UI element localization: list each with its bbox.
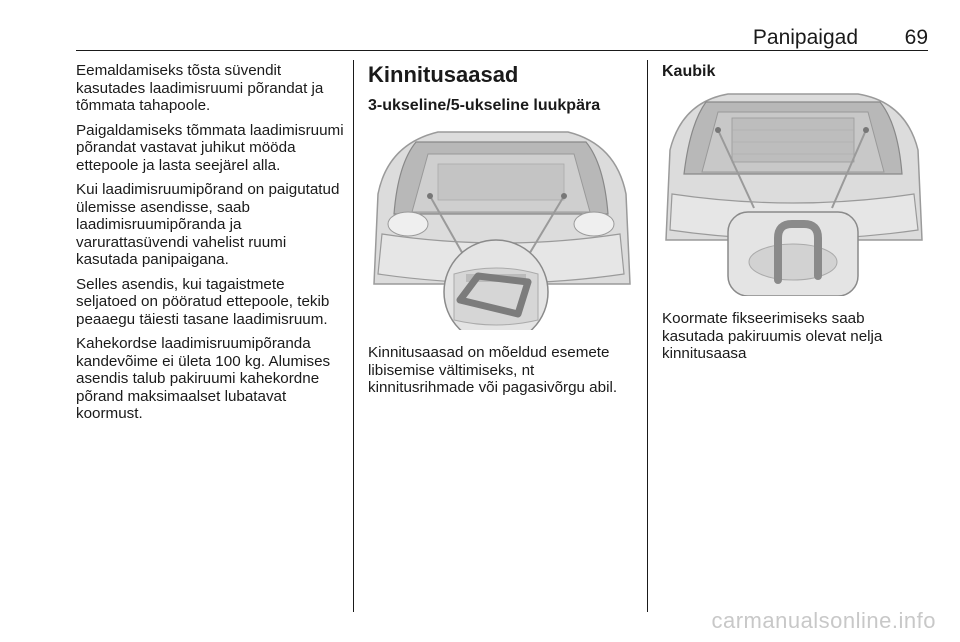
paragraph: Kui laadimisruumipõrand on paigutatud ülemisse asendisse, saab laadimisruumipõranda ja varurattasüvendi vahelist ruumi kasutada panipaigana. <box>76 181 340 268</box>
page-number: 69 <box>904 26 928 49</box>
hatchback-cargo-illustration <box>368 124 634 330</box>
van-cargo-illustration <box>662 90 924 296</box>
subsection-heading: Kaubik <box>662 63 716 80</box>
column-divider-1 <box>353 60 354 612</box>
section-title: Panipaigad <box>752 26 858 49</box>
paragraph: Koormate fikseerimiseks saab kasutada pakiruumis olevat nelja kinnitusaasa <box>662 310 883 362</box>
paragraph: Selles asendis, kui tagaistmete seljatoed on pööratud ettepoole, tekib peaaegu täiesti tasane laadimisruum. <box>76 275 330 328</box>
paragraph: Kahekordse laadimisruumipõranda kandevõime ei ületa 100 kg. Alumises asendis talub pakiruumi kahekordne põrand maksimaalset lubatavat koormust. <box>76 335 331 422</box>
section-heading: Kinnitusaasad <box>368 62 519 87</box>
subsection-heading: 3-ukseline/5-ukseline luukpära <box>368 97 601 114</box>
watermark: carmanualsonline.info <box>711 608 936 633</box>
page-header <box>76 0 928 52</box>
paragraph: Kinnitusaasad on mõeldud esemete libisemise vältimiseks, nt kinnitusrihmade või pagasivõrgu abil. <box>368 344 618 396</box>
column-3 <box>662 62 928 370</box>
header-rule <box>76 50 928 51</box>
column-1 <box>76 62 346 430</box>
paragraph: Paigaldamiseks tõmmata laadimisruumi põrandat vastavat juhikut mööda ettepoole ja lasta seejärel alla. <box>76 121 344 174</box>
column-2 <box>368 62 638 404</box>
column-divider-2 <box>647 60 648 612</box>
paragraph: Eemaldamiseks tõsta süvendit kasutades laadimisruumi põrandat ja tõmmata tahapoole. <box>76 62 324 114</box>
